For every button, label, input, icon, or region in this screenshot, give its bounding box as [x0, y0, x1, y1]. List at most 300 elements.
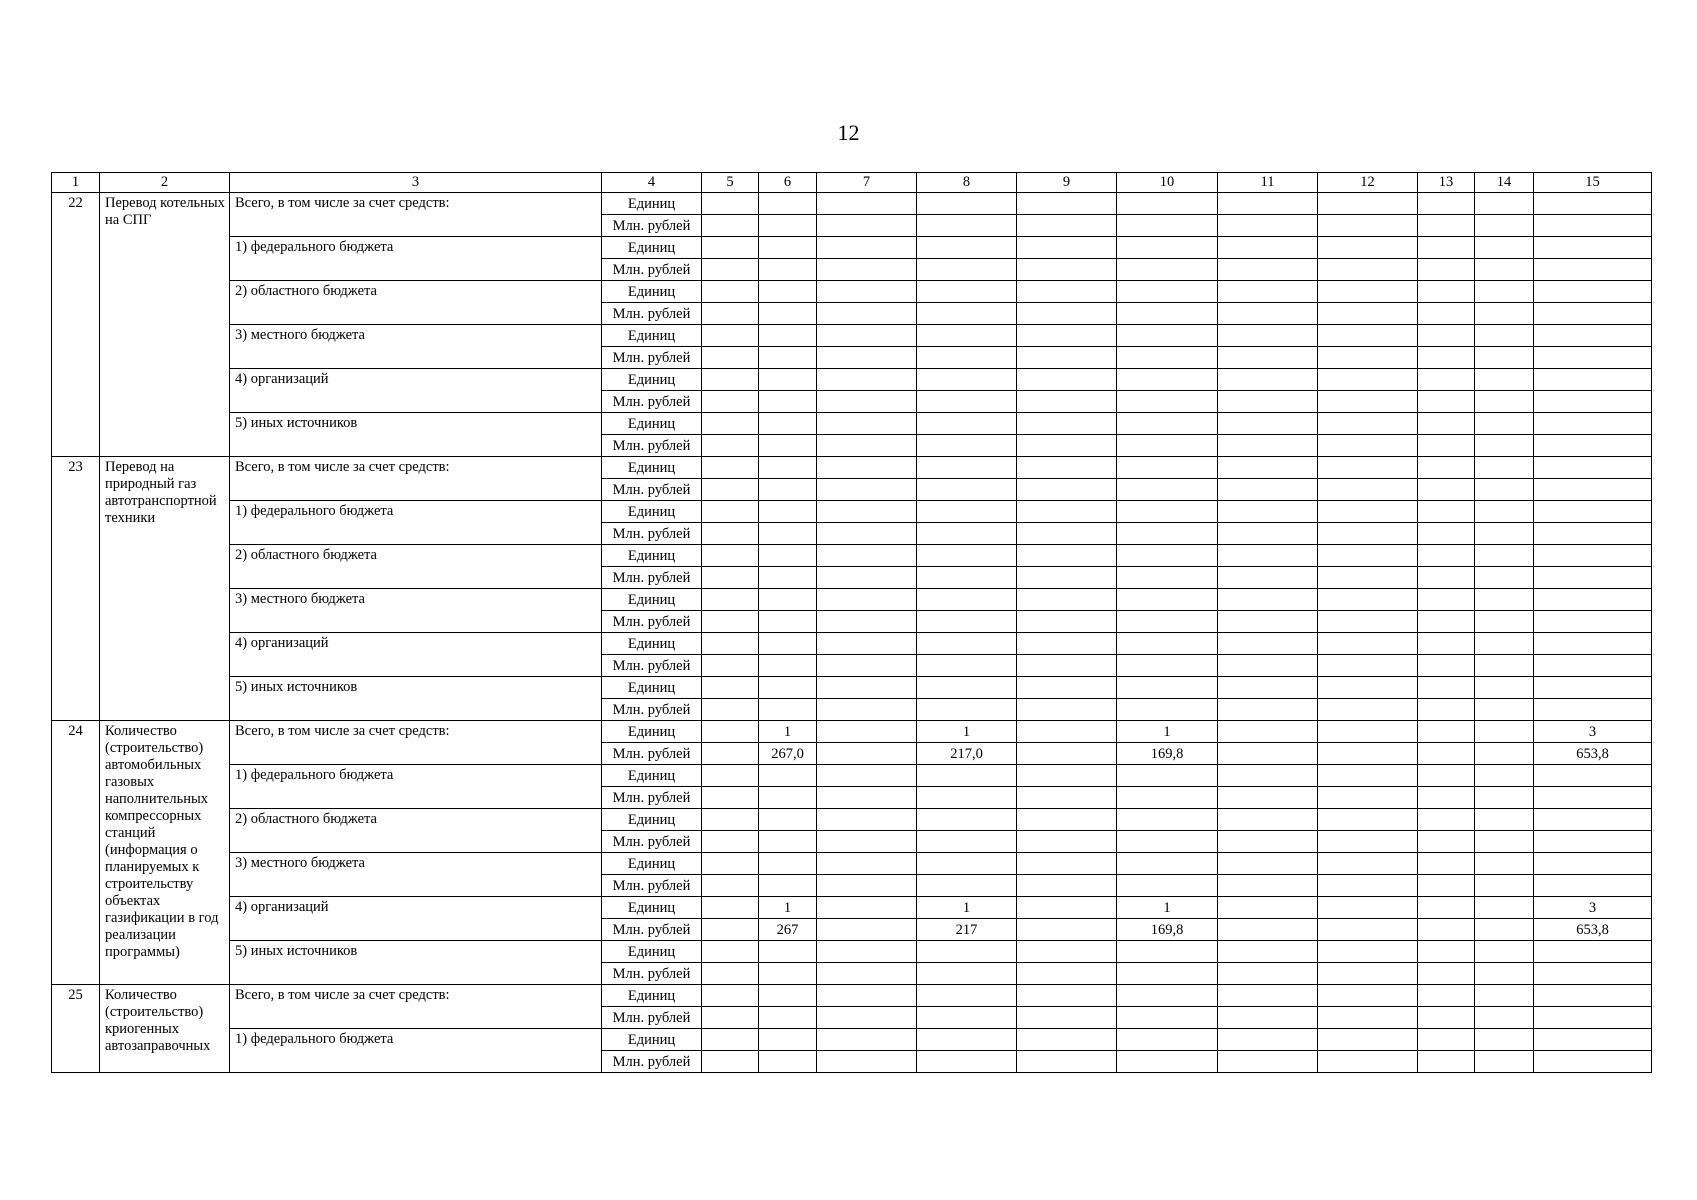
value-cell: 217,0 [917, 743, 1017, 765]
value-cell [917, 831, 1017, 853]
value-cell [1017, 193, 1117, 215]
value-cell [917, 369, 1017, 391]
value-cell [759, 787, 817, 809]
value-cell [1117, 611, 1218, 633]
value-cell [817, 501, 917, 523]
unit-of-measure: Млн. рублей [602, 435, 702, 457]
value-cell [817, 193, 917, 215]
value-cell [817, 369, 917, 391]
value-cell [1117, 875, 1218, 897]
value-cell [1318, 677, 1418, 699]
unit-of-measure: Единиц [602, 369, 702, 391]
value-cell [817, 237, 917, 259]
value-cell [1534, 853, 1652, 875]
unit-of-measure: Единиц [602, 501, 702, 523]
value-cell [1534, 765, 1652, 787]
value-cell [917, 457, 1017, 479]
value-cell [817, 347, 917, 369]
value-cell [1218, 347, 1318, 369]
value-cell [1475, 809, 1534, 831]
value-cell [1475, 501, 1534, 523]
value-cell [1418, 611, 1475, 633]
column-number: 6 [759, 173, 817, 193]
value-cell [1418, 787, 1475, 809]
value-cell [1534, 193, 1652, 215]
value-cell [759, 435, 817, 457]
value-cell [702, 853, 759, 875]
value-cell [1475, 457, 1534, 479]
unit-of-measure: Единиц [602, 853, 702, 875]
header-row [52, 173, 1652, 193]
value-cell: 1 [917, 721, 1017, 743]
value-cell [759, 237, 817, 259]
funding-source: 1) федерального бюджета [230, 1029, 602, 1073]
value-cell [1318, 479, 1418, 501]
value-cell [817, 743, 917, 765]
value-cell [1318, 193, 1418, 215]
value-cell [1117, 347, 1218, 369]
value-cell [817, 215, 917, 237]
value-cell [1418, 479, 1475, 501]
value-cell [759, 347, 817, 369]
column-number: 10 [1117, 173, 1218, 193]
funding-source: 2) областного бюджета [230, 545, 602, 589]
table-row [52, 721, 1652, 743]
value-cell [1318, 303, 1418, 325]
value-cell [1475, 567, 1534, 589]
value-cell [1218, 457, 1318, 479]
value-cell [817, 457, 917, 479]
value-cell [702, 1051, 759, 1073]
value-cell [1318, 809, 1418, 831]
value-cell [917, 391, 1017, 413]
column-number: 3 [230, 173, 602, 193]
value-cell [817, 1051, 917, 1073]
value-cell [1418, 699, 1475, 721]
value-cell [1475, 919, 1534, 941]
value-cell [1117, 699, 1218, 721]
value-cell [1475, 435, 1534, 457]
value-cell [1218, 919, 1318, 941]
value-cell [759, 479, 817, 501]
value-cell [1218, 787, 1318, 809]
value-cell [1318, 655, 1418, 677]
value-cell [1475, 853, 1534, 875]
value-cell [917, 1029, 1017, 1051]
table-row [52, 765, 1652, 787]
value-cell [917, 215, 1017, 237]
value-cell [1418, 875, 1475, 897]
indicator-name: Количество (строительство) криогенных автозаправочных [100, 985, 230, 1073]
table-row [52, 941, 1652, 963]
value-cell [1218, 369, 1318, 391]
value-cell [1318, 1007, 1418, 1029]
value-cell [1318, 743, 1418, 765]
value-cell [1534, 259, 1652, 281]
value-cell [702, 413, 759, 435]
value-cell [1017, 567, 1117, 589]
value-cell [1418, 721, 1475, 743]
value-cell [1218, 655, 1318, 677]
value-cell [759, 611, 817, 633]
value-cell [1218, 963, 1318, 985]
table-row [52, 589, 1652, 611]
value-cell [1418, 457, 1475, 479]
value-cell [1534, 611, 1652, 633]
value-cell [817, 699, 917, 721]
value-cell [1017, 721, 1117, 743]
value-cell: 1 [759, 721, 817, 743]
value-cell [1017, 765, 1117, 787]
value-cell [759, 193, 817, 215]
funding-source: Всего, в том числе за счет средств: [230, 721, 602, 765]
funding-source: 4) организаций [230, 369, 602, 413]
value-cell [1318, 369, 1418, 391]
value-cell [1017, 831, 1117, 853]
value-cell [1318, 391, 1418, 413]
value-cell [1017, 369, 1117, 391]
value-cell [702, 215, 759, 237]
value-cell [1218, 325, 1318, 347]
value-cell [702, 325, 759, 347]
value-cell [917, 237, 1017, 259]
value-cell [759, 259, 817, 281]
unit-of-measure: Единиц [602, 237, 702, 259]
value-cell [1534, 941, 1652, 963]
value-cell [917, 809, 1017, 831]
value-cell [1218, 677, 1318, 699]
value-cell [702, 391, 759, 413]
value-cell [1475, 303, 1534, 325]
value-cell [1418, 347, 1475, 369]
value-cell [1418, 963, 1475, 985]
value-cell [917, 1051, 1017, 1073]
value-cell [817, 853, 917, 875]
value-cell [702, 567, 759, 589]
funding-source: 2) областного бюджета [230, 809, 602, 853]
funding-source: 5) иных источников [230, 413, 602, 457]
value-cell [817, 435, 917, 457]
column-number: 8 [917, 173, 1017, 193]
value-cell [1017, 787, 1117, 809]
value-cell [1318, 589, 1418, 611]
unit-of-measure: Млн. рублей [602, 479, 702, 501]
table-row [52, 369, 1652, 391]
funding-source: 4) организаций [230, 633, 602, 677]
value-cell [1418, 677, 1475, 699]
value-cell [1017, 1007, 1117, 1029]
value-cell: 1 [1117, 721, 1218, 743]
value-cell [817, 721, 917, 743]
value-cell [817, 765, 917, 787]
table-row [52, 809, 1652, 831]
unit-of-measure: Единиц [602, 413, 702, 435]
value-cell [1534, 457, 1652, 479]
value-cell [1418, 853, 1475, 875]
value-cell: 3 [1534, 897, 1652, 919]
value-cell [1117, 853, 1218, 875]
value-cell [1117, 391, 1218, 413]
value-cell [1117, 237, 1218, 259]
value-cell [817, 919, 917, 941]
value-cell [917, 281, 1017, 303]
value-cell [817, 875, 917, 897]
value-cell [1218, 611, 1318, 633]
value-cell [702, 831, 759, 853]
value-cell [702, 699, 759, 721]
value-cell [917, 523, 1017, 545]
value-cell [1418, 413, 1475, 435]
value-cell [1475, 787, 1534, 809]
value-cell [817, 897, 917, 919]
value-cell [1318, 941, 1418, 963]
value-cell [759, 831, 817, 853]
value-cell [1218, 699, 1318, 721]
value-cell [1218, 193, 1318, 215]
value-cell: 1 [1117, 897, 1218, 919]
value-cell [1117, 413, 1218, 435]
value-cell: 653,8 [1534, 743, 1652, 765]
value-cell [1418, 655, 1475, 677]
value-cell [1218, 853, 1318, 875]
value-cell [1475, 479, 1534, 501]
value-cell [917, 853, 1017, 875]
value-cell [1475, 897, 1534, 919]
value-cell [702, 677, 759, 699]
value-cell [1418, 765, 1475, 787]
value-cell [817, 611, 917, 633]
unit-of-measure: Млн. рублей [602, 259, 702, 281]
value-cell [1534, 567, 1652, 589]
unit-of-measure: Единиц [602, 589, 702, 611]
value-cell [702, 545, 759, 567]
value-cell [1318, 281, 1418, 303]
value-cell [1318, 501, 1418, 523]
value-cell [1475, 655, 1534, 677]
value-cell [1318, 919, 1418, 941]
value-cell [1475, 721, 1534, 743]
value-cell [702, 303, 759, 325]
value-cell [817, 1029, 917, 1051]
value-cell [759, 633, 817, 655]
value-cell [1475, 193, 1534, 215]
value-cell [1418, 259, 1475, 281]
funding-source: 5) иных источников [230, 941, 602, 985]
value-cell [1475, 985, 1534, 1007]
column-number: 4 [602, 173, 702, 193]
value-cell [759, 589, 817, 611]
value-cell [1318, 523, 1418, 545]
value-cell [917, 501, 1017, 523]
value-cell [702, 809, 759, 831]
value-cell [702, 523, 759, 545]
value-cell [1318, 875, 1418, 897]
value-cell [917, 655, 1017, 677]
value-cell [1017, 435, 1117, 457]
value-cell [1017, 347, 1117, 369]
value-cell [817, 1007, 917, 1029]
value-cell [1418, 809, 1475, 831]
unit-of-measure: Млн. рублей [602, 611, 702, 633]
funding-source: 3) местного бюджета [230, 325, 602, 369]
value-cell [1534, 391, 1652, 413]
data-table [51, 172, 1652, 1073]
column-number: 14 [1475, 173, 1534, 193]
table-row [52, 1029, 1652, 1051]
unit-of-measure: Млн. рублей [602, 215, 702, 237]
value-cell [1318, 985, 1418, 1007]
value-cell [1534, 699, 1652, 721]
unit-of-measure: Единиц [602, 985, 702, 1007]
value-cell [817, 985, 917, 1007]
value-cell [1017, 611, 1117, 633]
value-cell [1017, 479, 1117, 501]
unit-of-measure: Единиц [602, 677, 702, 699]
value-cell [702, 787, 759, 809]
value-cell [702, 941, 759, 963]
value-cell [1418, 567, 1475, 589]
value-cell [759, 963, 817, 985]
value-cell [1534, 523, 1652, 545]
value-cell [1117, 941, 1218, 963]
value-cell [1534, 875, 1652, 897]
value-cell [1017, 875, 1117, 897]
value-cell [702, 259, 759, 281]
value-cell [1534, 1029, 1652, 1051]
value-cell [817, 567, 917, 589]
funding-source: 1) федерального бюджета [230, 501, 602, 545]
value-cell [1017, 303, 1117, 325]
value-cell [1475, 413, 1534, 435]
value-cell [1017, 237, 1117, 259]
value-cell [702, 1029, 759, 1051]
value-cell [1418, 1051, 1475, 1073]
value-cell [1534, 237, 1652, 259]
value-cell [702, 237, 759, 259]
value-cell [1534, 1007, 1652, 1029]
value-cell [1418, 985, 1475, 1007]
value-cell [917, 941, 1017, 963]
value-cell [759, 391, 817, 413]
value-cell [1017, 897, 1117, 919]
value-cell [1534, 787, 1652, 809]
row-number: 22 [52, 193, 100, 457]
value-cell: 267 [759, 919, 817, 941]
value-cell [1117, 303, 1218, 325]
value-cell [1318, 765, 1418, 787]
unit-of-measure: Единиц [602, 545, 702, 567]
value-cell [1117, 589, 1218, 611]
table-row [52, 237, 1652, 259]
value-cell: 1 [917, 897, 1017, 919]
value-cell [1318, 325, 1418, 347]
funding-source: 5) иных источников [230, 677, 602, 721]
funding-source: Всего, в том числе за счет средств: [230, 193, 602, 237]
value-cell [1218, 435, 1318, 457]
table-row [52, 457, 1652, 479]
value-cell [759, 303, 817, 325]
table-row [52, 413, 1652, 435]
unit-of-measure: Единиц [602, 765, 702, 787]
value-cell [702, 963, 759, 985]
value-cell [1218, 721, 1318, 743]
value-cell [1017, 853, 1117, 875]
value-cell [817, 303, 917, 325]
value-cell [1017, 259, 1117, 281]
value-cell [917, 193, 1017, 215]
value-cell [759, 1007, 817, 1029]
value-cell: 1 [759, 897, 817, 919]
table-row [52, 853, 1652, 875]
value-cell [1218, 897, 1318, 919]
value-cell [1218, 523, 1318, 545]
value-cell [1475, 611, 1534, 633]
value-cell [817, 787, 917, 809]
value-cell [1418, 545, 1475, 567]
value-cell [1534, 281, 1652, 303]
value-cell [1218, 391, 1318, 413]
value-cell [759, 523, 817, 545]
value-cell [1475, 699, 1534, 721]
value-cell [1218, 589, 1318, 611]
value-cell: 3 [1534, 721, 1652, 743]
unit-of-measure: Млн. рублей [602, 1051, 702, 1073]
table-row [52, 501, 1652, 523]
value-cell [817, 677, 917, 699]
value-cell [1318, 699, 1418, 721]
value-cell [1534, 325, 1652, 347]
value-cell [1318, 831, 1418, 853]
value-cell [817, 655, 917, 677]
value-cell [1318, 963, 1418, 985]
value-cell [1418, 919, 1475, 941]
unit-of-measure: Единиц [602, 193, 702, 215]
value-cell [759, 699, 817, 721]
value-cell [1318, 1051, 1418, 1073]
value-cell [1117, 523, 1218, 545]
value-cell [1418, 897, 1475, 919]
column-number: 7 [817, 173, 917, 193]
value-cell [1218, 479, 1318, 501]
value-cell [1318, 215, 1418, 237]
column-number: 13 [1418, 173, 1475, 193]
value-cell [1017, 501, 1117, 523]
value-cell: 169,8 [1117, 919, 1218, 941]
value-cell [917, 347, 1017, 369]
value-cell [702, 1007, 759, 1029]
value-cell [817, 809, 917, 831]
column-number: 1 [52, 173, 100, 193]
value-cell [817, 479, 917, 501]
value-cell [1218, 743, 1318, 765]
unit-of-measure: Единиц [602, 281, 702, 303]
value-cell [817, 523, 917, 545]
value-cell [917, 479, 1017, 501]
unit-of-measure: Млн. рублей [602, 875, 702, 897]
value-cell [702, 743, 759, 765]
value-cell [1475, 875, 1534, 897]
value-cell [1017, 281, 1117, 303]
unit-of-measure: Млн. рублей [602, 963, 702, 985]
value-cell [702, 369, 759, 391]
value-cell [1534, 985, 1652, 1007]
value-cell [917, 765, 1017, 787]
value-cell [1218, 215, 1318, 237]
value-cell [1475, 589, 1534, 611]
unit-of-measure: Млн. рублей [602, 919, 702, 941]
value-cell [1475, 215, 1534, 237]
value-cell [917, 875, 1017, 897]
